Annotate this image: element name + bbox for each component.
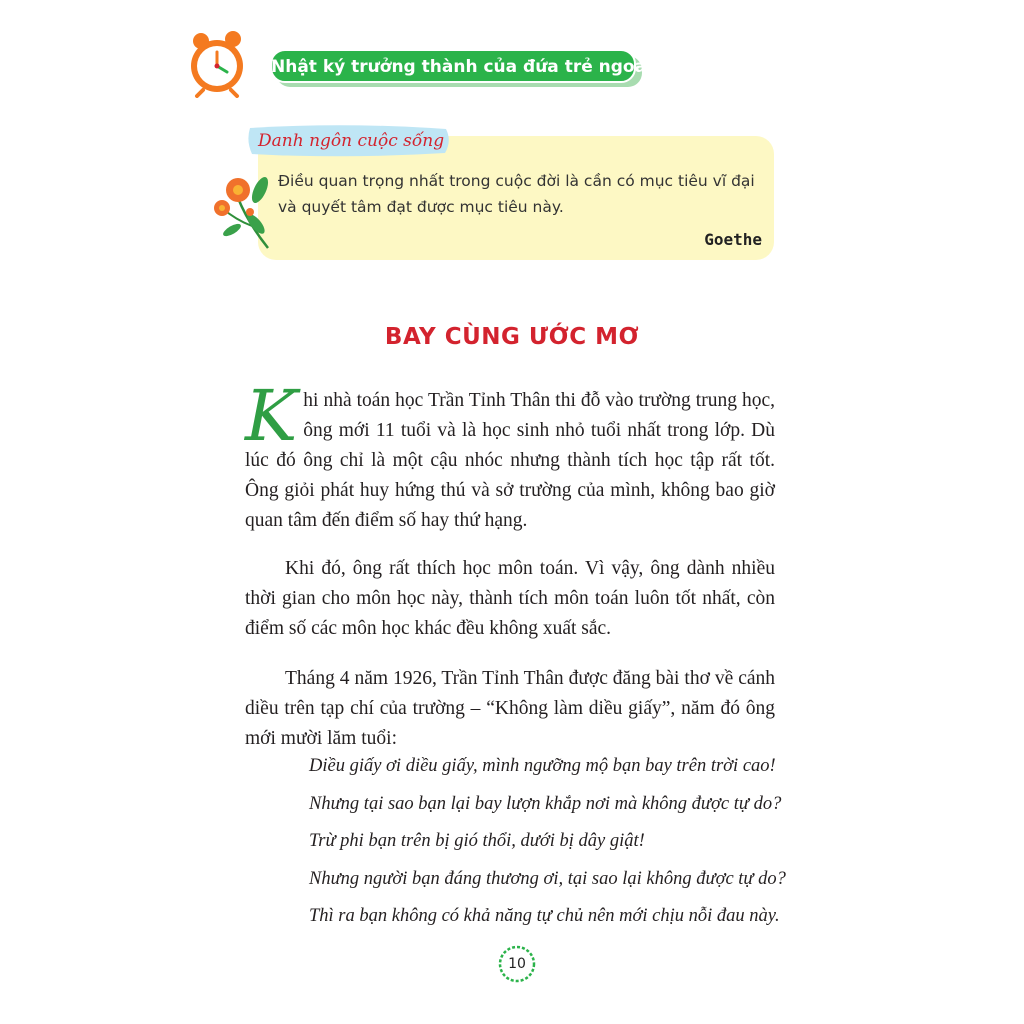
paragraph-2: Khi đó, ông rất thích học môn toán. Vì vậy, ông dành nhiều thời gian cho môn học này, thành tích môn toán luôn tốt nhất, còn điểm số các môn học khác đều không xuất sắc. xyxy=(245,558,775,639)
flower-icon xyxy=(208,168,282,252)
page-header xyxy=(185,28,659,98)
poem xyxy=(309,748,786,936)
poem-line: Diều giấy ơi diều giấy, mình ngưỡng mộ bạn bay trên trời cao! xyxy=(309,756,776,776)
quote-text xyxy=(278,168,764,220)
alarm-clock-icon xyxy=(185,28,255,98)
story-body xyxy=(245,375,775,754)
header-banner xyxy=(271,50,659,88)
quote-line-2: và quyết tâm đạt được mục tiêu này. xyxy=(278,198,564,216)
poem-line: Thì ra bạn không có khả năng tự chủ nên mới chịu nỗi đau này. xyxy=(309,906,780,926)
poem-line: Nhưng người bạn đáng thương ơi, tại sao lại không được tự do? xyxy=(309,868,786,889)
paragraph-1 xyxy=(245,375,775,536)
paragraph-3: Tháng 4 năm 1926, Trần Tỉnh Thân được đăng bài thơ về cánh diều trên tạp chí của trường – “Không làm diều giấy”, năm đó ông mới mười lăm tuổi: xyxy=(245,668,775,749)
quote-tag-label: Danh ngôn cuộc sống xyxy=(258,131,445,151)
drop-cap: K xyxy=(245,375,298,457)
quote-author: Goethe xyxy=(704,230,762,249)
paragraph-1-text: hi nhà toán học Trần Tỉnh Thân thi đỗ vào trường trung học, ông mới 11 tuổi và là học sinh nhỏ tuổi nhất trong lớp. Dù lúc đó ông chỉ là một cậu nhóc nhưng thành tích học tập rất tốt. Ông giỏi phát huy hứng thú và sở trường của mình, không bao giờ quan tâm đến điểm số hay thứ hạng. xyxy=(245,390,775,531)
page-number: 10 xyxy=(508,956,526,972)
quote-line-1: Điều quan trọng nhất trong cuộc đời là cần có mục tiêu vĩ đại xyxy=(278,172,755,190)
page-number-badge xyxy=(497,944,537,984)
quote-tag xyxy=(246,124,452,158)
header-title: Nhật ký trưởng thành của đứa trẻ ngoan xyxy=(271,57,659,77)
poem-line: Trừ phi bạn trên bị gió thổi, dưới bị dây giật! xyxy=(309,831,645,851)
poem-line: Nhưng tại sao bạn lại bay lượn khắp nơi mà không được tự do? xyxy=(309,793,782,814)
story-title: BAY CÙNG ƯỚC MƠ xyxy=(384,324,640,350)
